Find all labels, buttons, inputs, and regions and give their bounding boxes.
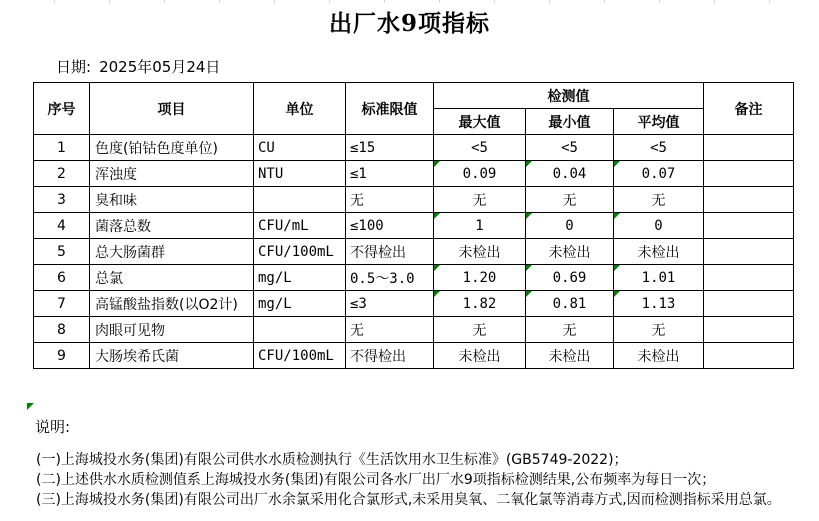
header-index: 序号 bbox=[34, 83, 90, 135]
avg-cell: 1.13 bbox=[614, 291, 704, 317]
limit-cell: 不得检出 bbox=[346, 239, 434, 265]
avg-cell: 0 bbox=[614, 213, 704, 239]
flagged-value-icon bbox=[526, 161, 532, 167]
remark-cell bbox=[704, 317, 794, 343]
avg-cell: 未检出 bbox=[614, 343, 704, 369]
flagged-value-icon bbox=[526, 213, 532, 219]
flagged-cell-icon bbox=[27, 403, 34, 410]
header-item: 项目 bbox=[90, 83, 254, 135]
index-cell: 2 bbox=[34, 161, 90, 187]
index-cell: 8 bbox=[34, 317, 90, 343]
date-line bbox=[56, 56, 220, 77]
header-max: 最大值 bbox=[434, 109, 526, 135]
unit-cell: CU bbox=[254, 135, 346, 161]
note-item: (二)上述供水水质检测值系上海城投水务(集团)有限公司各水厂出厂水9项指标检测结果,公布频率为每日一次； bbox=[36, 472, 716, 488]
header-unit: 单位 bbox=[254, 83, 346, 135]
avg-cell: <5 bbox=[614, 135, 704, 161]
min-cell: 0.81 bbox=[526, 291, 614, 317]
unit-cell: CFU/100mL bbox=[254, 343, 346, 369]
unit-cell: mg/L bbox=[254, 265, 346, 291]
max-cell: 1.20 bbox=[434, 265, 526, 291]
spreadsheet-gridline-artifact bbox=[0, 0, 819, 3]
flagged-value-icon bbox=[614, 213, 620, 219]
flagged-value-icon bbox=[434, 291, 440, 297]
max-cell: 1 bbox=[434, 213, 526, 239]
limit-cell: ≤3 bbox=[346, 291, 434, 317]
item-cell: 色度(铂钴色度单位) bbox=[90, 135, 254, 161]
header-min: 最小值 bbox=[526, 109, 614, 135]
index-cell: 7 bbox=[34, 291, 90, 317]
max-cell: 未检出 bbox=[434, 343, 526, 369]
max-cell: 1.82 bbox=[434, 291, 526, 317]
item-cell: 高锰酸盐指数(以O2计) bbox=[90, 291, 254, 317]
avg-cell: 无 bbox=[614, 187, 704, 213]
avg-cell: 1.01 bbox=[614, 265, 704, 291]
limit-cell: ≤1 bbox=[346, 161, 434, 187]
item-cell: 臭和味 bbox=[90, 187, 254, 213]
index-cell: 6 bbox=[34, 265, 90, 291]
table-row bbox=[34, 265, 794, 291]
min-cell: 未检出 bbox=[526, 343, 614, 369]
unit-cell bbox=[254, 317, 346, 343]
table-row bbox=[34, 187, 794, 213]
remark-cell bbox=[704, 187, 794, 213]
limit-cell: 0.5～3.0 bbox=[346, 265, 434, 291]
avg-cell: 未检出 bbox=[614, 239, 704, 265]
max-cell: 未检出 bbox=[434, 239, 526, 265]
date-label: 日期: bbox=[56, 58, 92, 76]
max-cell: 0.09 bbox=[434, 161, 526, 187]
min-cell: 0.04 bbox=[526, 161, 614, 187]
min-cell: 0.69 bbox=[526, 265, 614, 291]
table-row bbox=[34, 213, 794, 239]
header-detected: 检测值 bbox=[434, 83, 704, 109]
min-cell: 无 bbox=[526, 187, 614, 213]
notes-list bbox=[36, 450, 781, 510]
unit-cell: NTU bbox=[254, 161, 346, 187]
max-cell: <5 bbox=[434, 135, 526, 161]
table-row bbox=[34, 291, 794, 317]
avg-cell: 0.07 bbox=[614, 161, 704, 187]
flagged-value-icon bbox=[434, 265, 440, 271]
page-title: 出厂水9项指标 bbox=[328, 10, 490, 37]
limit-cell: ≤15 bbox=[346, 135, 434, 161]
max-cell: 无 bbox=[434, 187, 526, 213]
limit-cell: ≤100 bbox=[346, 213, 434, 239]
flagged-value-icon bbox=[434, 161, 440, 167]
remark-cell bbox=[704, 265, 794, 291]
index-cell: 9 bbox=[34, 343, 90, 369]
limit-cell: 无 bbox=[346, 317, 434, 343]
max-cell: 无 bbox=[434, 317, 526, 343]
flagged-value-icon bbox=[434, 213, 440, 219]
item-cell: 总氯 bbox=[90, 265, 254, 291]
min-cell: <5 bbox=[526, 135, 614, 161]
index-cell: 4 bbox=[34, 213, 90, 239]
table-row bbox=[34, 161, 794, 187]
header-remark: 备注 bbox=[704, 83, 794, 135]
header-limit: 标准限值 bbox=[346, 83, 434, 135]
flagged-value-icon bbox=[614, 265, 620, 271]
header-row-1 bbox=[34, 83, 794, 109]
item-cell: 肉眼可见物 bbox=[90, 317, 254, 343]
item-cell: 总大肠菌群 bbox=[90, 239, 254, 265]
flagged-value-icon bbox=[614, 291, 620, 297]
table-row bbox=[34, 239, 794, 265]
index-cell: 1 bbox=[34, 135, 90, 161]
remark-cell bbox=[704, 161, 794, 187]
unit-cell: CFU/100mL bbox=[254, 239, 346, 265]
min-cell: 无 bbox=[526, 317, 614, 343]
remark-cell bbox=[704, 291, 794, 317]
index-cell: 5 bbox=[34, 239, 90, 265]
min-cell: 0 bbox=[526, 213, 614, 239]
remark-cell bbox=[704, 343, 794, 369]
water-quality-table bbox=[33, 82, 794, 369]
date-value: 2025年05月24日 bbox=[99, 58, 221, 76]
limit-cell: 不得检出 bbox=[346, 343, 434, 369]
item-cell: 菌落总数 bbox=[90, 213, 254, 239]
header-avg: 平均值 bbox=[614, 109, 704, 135]
table-row bbox=[34, 343, 794, 369]
table-row bbox=[34, 135, 794, 161]
note-item: (三)上海城投水务(集团)有限公司出厂水余氯采用化合氯形式,未采用臭氧、二氧化氯等消毒方式,因而检测指标采用总氯。 bbox=[36, 492, 781, 508]
item-cell: 大肠埃希氏菌 bbox=[90, 343, 254, 369]
remark-cell bbox=[704, 135, 794, 161]
note-item: (一)上海城投水务(集团)有限公司供水水质检测执行《生活饮用水卫生标准》(GB5749-2022)； bbox=[36, 452, 628, 468]
unit-cell: mg/L bbox=[254, 291, 346, 317]
notes-heading: 说明: bbox=[35, 418, 71, 436]
min-cell: 未检出 bbox=[526, 239, 614, 265]
flagged-value-icon bbox=[614, 161, 620, 167]
flagged-value-icon bbox=[526, 265, 532, 271]
avg-cell: 无 bbox=[614, 317, 704, 343]
index-cell: 3 bbox=[34, 187, 90, 213]
remark-cell bbox=[704, 239, 794, 265]
limit-cell: 无 bbox=[346, 187, 434, 213]
item-cell: 浑浊度 bbox=[90, 161, 254, 187]
table-row bbox=[34, 317, 794, 343]
unit-cell: CFU/mL bbox=[254, 213, 346, 239]
unit-cell bbox=[254, 187, 346, 213]
flagged-value-icon bbox=[526, 291, 532, 297]
remark-cell bbox=[704, 213, 794, 239]
